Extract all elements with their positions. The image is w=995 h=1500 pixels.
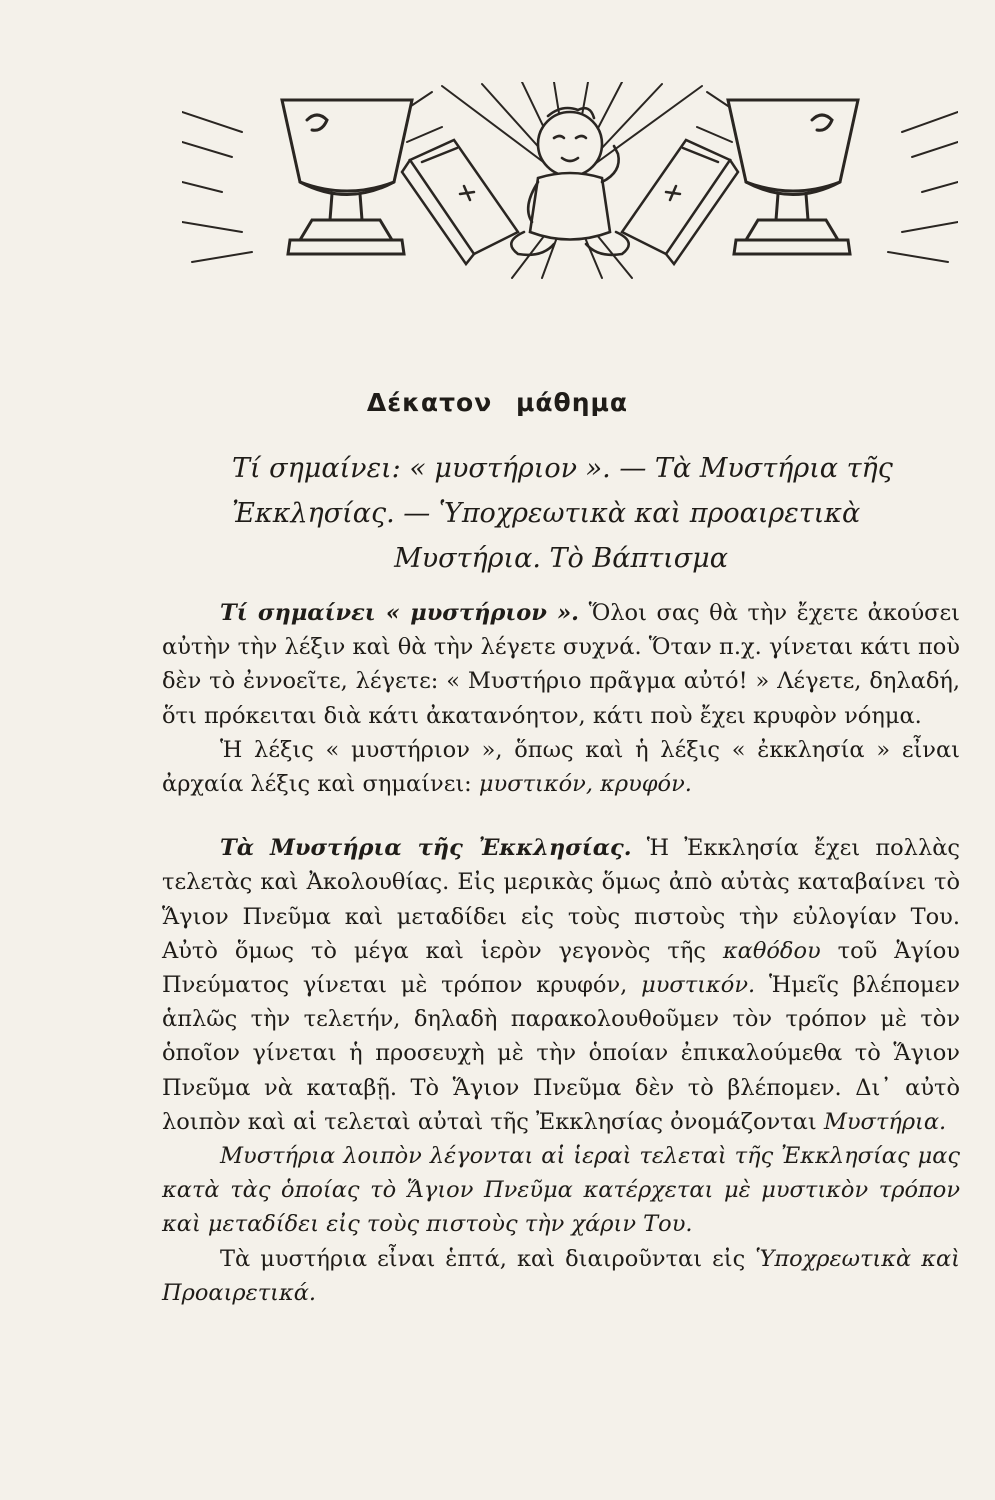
paragraph-text: Ἡ Ἐκκλησία ἔχει πολλὰς τελετὰς καὶ Ἀκολουθίας. Εἰς μερικὰς ὅμως ἀπὸ αὐτὰς καταβαίνει τὸ Ἅγιον Πνεῦμα καὶ μεταδίδει εἰς τοὺς πιστοὺς τὴν εὐλογίαν Του. Αὐτὸ ὅμως τὸ μέγα καὶ ἱερὸν γεγονὸς τῆς (162, 835, 960, 964)
left-book-icon (402, 140, 518, 264)
paragraph-italic-text: καθόδου (722, 937, 821, 964)
paragraph-word-origin (162, 733, 960, 801)
paragraph-italic-text: Μυστήρια. (823, 1108, 947, 1135)
chapter-title: Δέκατον μάθημα (366, 388, 629, 417)
left-baptismal-font-icon (282, 100, 412, 254)
topics-line-3: Μυστήρια. Τὸ Βάπτισμα (394, 543, 728, 574)
topics-line-2: Ἐκκλησίας. — Ὑποχρεωτικὰ καὶ προαιρετικὰ (232, 498, 861, 529)
paragraph-italic-text: Μυστήρια λοιπὸν λέγονται αἱ ἱεραὶ τελεταὶ τῆς Ἐκκλησίας μας κατὰ τὰς ὁποίας τὸ Ἅγιον Πνεῦμα κατέρχεται μὲ μυστικὸν τρόπον καὶ μεταδίδει εἰς τοὺς πιστοὺς τὴν χάριν Του. (162, 1143, 960, 1238)
paragraph-italic-text: μυστικόν. (641, 972, 756, 999)
right-baptismal-font-icon (728, 100, 858, 254)
right-book-icon (622, 140, 738, 264)
paragraph-text: Τὰ μυστήρια εἶναι ἑπτά, καὶ διαιροῦνται εἰς (220, 1245, 746, 1272)
paragraph-text: Ἡμεῖς βλέπομεν ἁπλῶς τὴν τελετήν, δηλαδὴ παρακολουθοῦμεν τὸν τρόπον μὲ τὸν ὁποῖον γίνεται ἡ προσευχὴ μὲ τὴν ὁποίαν ἐπικαλούμεθα τὸ Ἅγιον Πνεῦμα νὰ καταβῇ. Τὸ Ἅγιον Πνεῦμα δὲν τὸ βλέπομεν. Δι᾿ αὐτὸ λοιπὸν καὶ αἱ τελεταὶ αὐταὶ τῆς Ἐκκλησίας ὀνομάζονται (162, 972, 961, 1135)
paragraph-text: τοῦ Ἁγίου Πνεύματος γίνεται μὲ τρόπον κρυφόν, (162, 937, 960, 999)
baby-icon (511, 108, 628, 255)
paragraph-heading: Τὰ Μυστήρια τῆς Ἐκκλησίας. (220, 835, 632, 862)
baptism-illustration (182, 82, 958, 280)
lesson-body (162, 596, 960, 1310)
paragraph-italic-text: Ὑποχρεωτικὰ καὶ Προαιρετικά. (162, 1245, 960, 1306)
paragraph-sacraments (162, 831, 960, 1139)
paragraph-definition (162, 1139, 960, 1242)
topics-line-1: Τί σημαίνει: « μυστήριον ». — Τὰ Μυστήρια τῆς (232, 453, 893, 484)
paragraph-seven-sacraments (162, 1242, 960, 1310)
paragraph-meaning (162, 596, 960, 733)
paragraph-text: Ἡ λέξις « μυστήριον », ὅπως καὶ ἡ λέξις « ἐκκλησία » εἶναι ἀρχαία λέξις καὶ σημαίνει: (162, 736, 960, 798)
lesson-topics (232, 446, 950, 581)
paragraph-heading: Τί σημαίνει « μυστήριον ». (220, 600, 579, 626)
paragraph-text: Ὅλοι σας θὰ τὴν ἔχετε ἀκούσει αὐτὴν τὴν λέξιν καὶ θὰ τὴν λέγετε συχνά. Ὅταν π.χ. γίνεται κάτι ποὺ δὲν τὸ ἐννοεῖτε, λέγετε: « Μυστήριο πρᾶγμα αὐτό! » Λέγετε, δηλαδή, ὅτι πρόκειται διὰ κάτι ἀκατανόητον, κάτι ποὺ ἔχει κρυφὸν νόημα. (162, 600, 960, 729)
paragraph-italic-text: μυστικόν, κρυφόν. (478, 771, 692, 798)
